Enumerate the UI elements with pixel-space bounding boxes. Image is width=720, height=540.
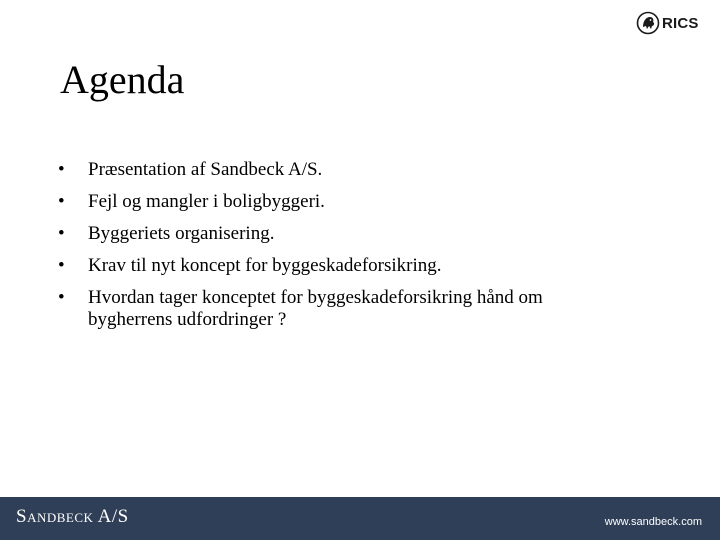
agenda-item-text: Præsentation af Sandbeck A/S. (88, 159, 323, 180)
footer-brand: Sandbeck A/S (16, 506, 129, 527)
lion-icon (636, 11, 660, 35)
bullet-icon: • (58, 255, 65, 276)
rics-logo (636, 8, 699, 38)
bullet-icon: • (58, 223, 65, 244)
bullet-icon: • (58, 159, 65, 180)
agenda-item-text: Byggeriets organisering. (88, 223, 275, 244)
bullet-icon: • (58, 191, 65, 212)
agenda-list (58, 159, 618, 341)
footer-bar (0, 497, 720, 540)
footer-website-link[interactable]: www.sandbeck.com (604, 516, 702, 528)
agenda-item (58, 159, 618, 181)
agenda-item (58, 191, 618, 213)
bullet-icon: • (58, 287, 65, 308)
agenda-item (58, 255, 618, 277)
agenda-item-text: Fejl og mangler i boligbyggeri. (88, 191, 325, 212)
rics-logo-text: RICS (662, 14, 699, 32)
slide-title: Agenda (60, 57, 185, 102)
agenda-item-text: Hvordan tager konceptet for byggeskadeforsikring hånd om bygherrens udfordringer ? (88, 287, 543, 330)
agenda-item (58, 223, 618, 245)
agenda-item-text: Krav til nyt koncept for byggeskadeforsikring. (88, 255, 442, 276)
agenda-item (58, 287, 618, 331)
